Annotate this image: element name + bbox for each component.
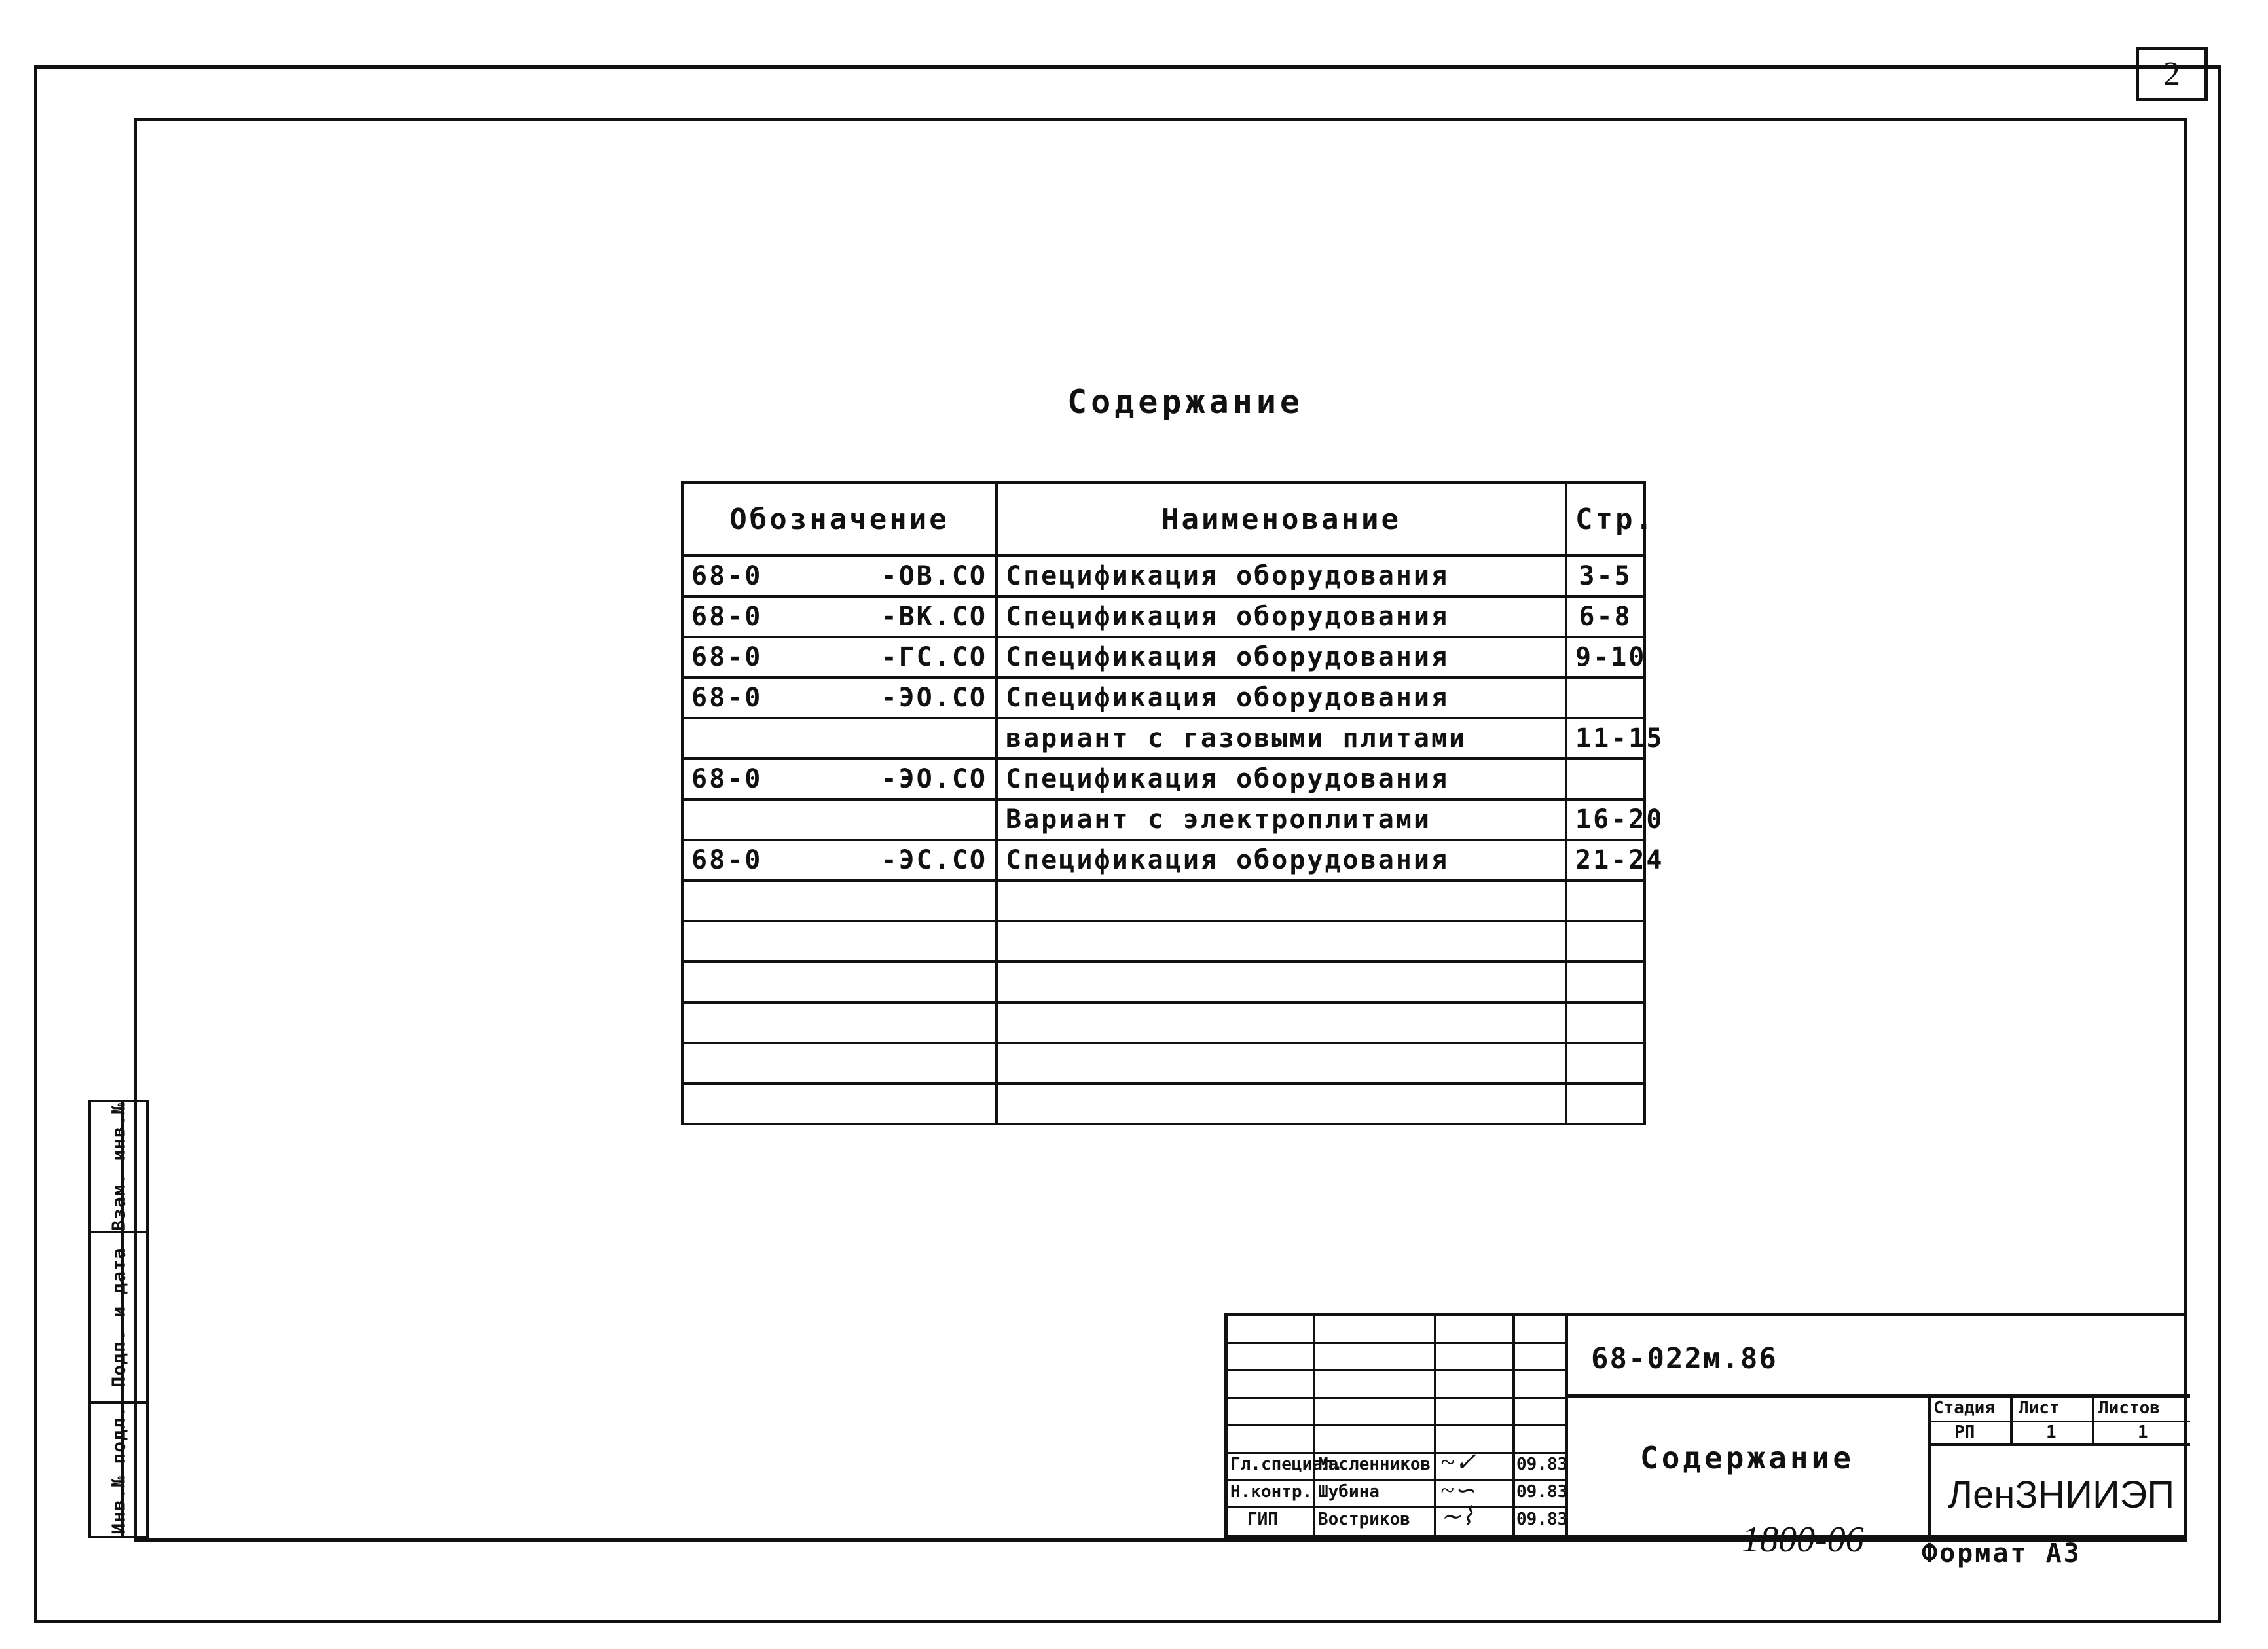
cell-designation: [682, 637, 997, 678]
cell-pages: [1566, 921, 1645, 962]
sig-name-0: Масленников: [1318, 1455, 1431, 1474]
cell-designation: [682, 880, 997, 921]
side-label-inventory: Инв.№ подл.: [107, 1405, 130, 1534]
table-row: [682, 880, 1645, 921]
side-label-replaced: Взам. инв.№: [107, 1102, 130, 1231]
sig-name-2: Востриков: [1318, 1510, 1410, 1529]
cell-designation: [682, 1083, 997, 1124]
sig-role-1: Н.контр.: [1230, 1482, 1313, 1502]
cell-name: Спецификация оборудования: [997, 678, 1566, 718]
cell-name: Спецификация оборудования: [997, 637, 1566, 678]
designation-suffix: -ГС.СО: [881, 642, 987, 672]
sig-date-2: 09.83: [1516, 1510, 1568, 1529]
cell-designation: [682, 1043, 997, 1083]
cell-designation: [682, 921, 997, 962]
stage-header: Стадия: [1933, 1398, 1995, 1418]
archive-number: 1800-06: [1742, 1519, 1864, 1560]
table-row: [682, 962, 1645, 1002]
document-title: Содержание: [1640, 1440, 1854, 1476]
table-row: [682, 556, 1645, 596]
sheets-value: 1: [2138, 1422, 2148, 1442]
cell-pages: [1566, 962, 1645, 1002]
designation-code: 68-0: [691, 602, 763, 632]
cell-designation: [682, 596, 997, 637]
table-row: [682, 637, 1645, 678]
signature-mark-0: ~✓: [1440, 1447, 1477, 1477]
page-number: 2: [2136, 47, 2208, 101]
table-row: [682, 718, 1645, 759]
cell-pages: 6-8: [1566, 596, 1645, 637]
sig-role-0: Гл.специал.: [1230, 1455, 1344, 1474]
sig-role-2: ГИП: [1247, 1510, 1278, 1529]
designation-code: 68-0: [691, 642, 763, 672]
designation-code: 68-0: [691, 683, 763, 713]
cell-name: [997, 1002, 1566, 1043]
signature-mark-2: ∼⌇: [1440, 1503, 1474, 1531]
document-code: 68-022м.86: [1591, 1342, 1778, 1375]
cell-designation: [682, 840, 997, 880]
cell-designation: [682, 718, 997, 759]
cell-pages: [1566, 1083, 1645, 1124]
sheet-header: Лист: [2019, 1398, 2060, 1418]
cell-name: [997, 880, 1566, 921]
stage-value: РП: [1954, 1422, 1975, 1442]
cell-pages: 9-10: [1566, 637, 1645, 678]
cell-pages: [1566, 1043, 1645, 1083]
designation-suffix: -ОВ.СО: [881, 561, 987, 591]
designation-code: 68-0: [691, 764, 763, 794]
contents-table: [681, 481, 1664, 1125]
side-cell-inventory: [91, 1404, 146, 1536]
cell-name: Спецификация оборудования: [997, 596, 1566, 637]
cell-pages: [1566, 880, 1645, 921]
cell-pages: [1566, 759, 1645, 799]
title-block: [1224, 1313, 2187, 1538]
sheet-value: 1: [2046, 1422, 2057, 1442]
side-label-signature: Подп. и дата: [107, 1246, 130, 1388]
table-header-row: [682, 482, 1645, 556]
table-row: [682, 799, 1645, 840]
table-row: [682, 840, 1645, 880]
designation-code: 68-0: [691, 845, 763, 875]
table-row: [682, 678, 1645, 718]
cell-pages: [1566, 1002, 1645, 1043]
cell-designation: [682, 799, 997, 840]
signature-mark-1: ~∽: [1440, 1477, 1475, 1504]
cell-name: [997, 1043, 1566, 1083]
table-row: [682, 596, 1645, 637]
table-row: [682, 1043, 1645, 1083]
table-row: [682, 1002, 1645, 1043]
side-cell-signature: [91, 1233, 146, 1404]
format-label: Формат А3: [1922, 1538, 2081, 1568]
designation-suffix: -ЭС.СО: [881, 845, 987, 875]
cell-pages: 16-20: [1566, 799, 1645, 840]
cell-designation: [682, 556, 997, 596]
side-strip: [88, 1100, 149, 1538]
cell-pages: 21-24: [1566, 840, 1645, 880]
cell-pages: 11-15: [1566, 718, 1645, 759]
cell-name: Спецификация оборудования: [997, 840, 1566, 880]
page-title: Содержание: [1067, 383, 1304, 421]
sig-name-1: Шубина: [1318, 1482, 1380, 1502]
sheets-header: Листов: [2098, 1398, 2160, 1418]
table-row: [682, 921, 1645, 962]
header-name: Наименование: [997, 482, 1566, 556]
organization-name: ЛенЗНИИЭП: [1948, 1474, 2175, 1516]
header-designation: Обозначение: [682, 482, 997, 556]
cell-name: вариант с газовыми плитами: [997, 718, 1566, 759]
cell-name: [997, 921, 1566, 962]
sig-date-0: 09.83: [1516, 1455, 1568, 1474]
cell-designation: [682, 1002, 997, 1043]
header-pages: Стр.: [1566, 482, 1645, 556]
cell-designation: [682, 678, 997, 718]
side-cell-replaced: [91, 1102, 146, 1233]
cell-pages: 3-5: [1566, 556, 1645, 596]
cell-name: [997, 962, 1566, 1002]
cell-designation: [682, 962, 997, 1002]
cell-name: [997, 1083, 1566, 1124]
sig-date-1: 09.83: [1516, 1482, 1568, 1502]
table-row: [682, 759, 1645, 799]
cell-designation: [682, 759, 997, 799]
designation-suffix: -ЭО.СО: [881, 683, 987, 713]
table-row: [682, 1083, 1645, 1124]
cell-name: Вариант с электроплитами: [997, 799, 1566, 840]
designation-suffix: -ВК.СО: [881, 602, 987, 632]
cell-name: Спецификация оборудования: [997, 556, 1566, 596]
cell-name: Спецификация оборудования: [997, 759, 1566, 799]
designation-code: 68-0: [691, 561, 763, 591]
cell-pages: [1566, 678, 1645, 718]
designation-suffix: -ЭО.СО: [881, 764, 987, 794]
table-body: [682, 556, 1664, 1124]
